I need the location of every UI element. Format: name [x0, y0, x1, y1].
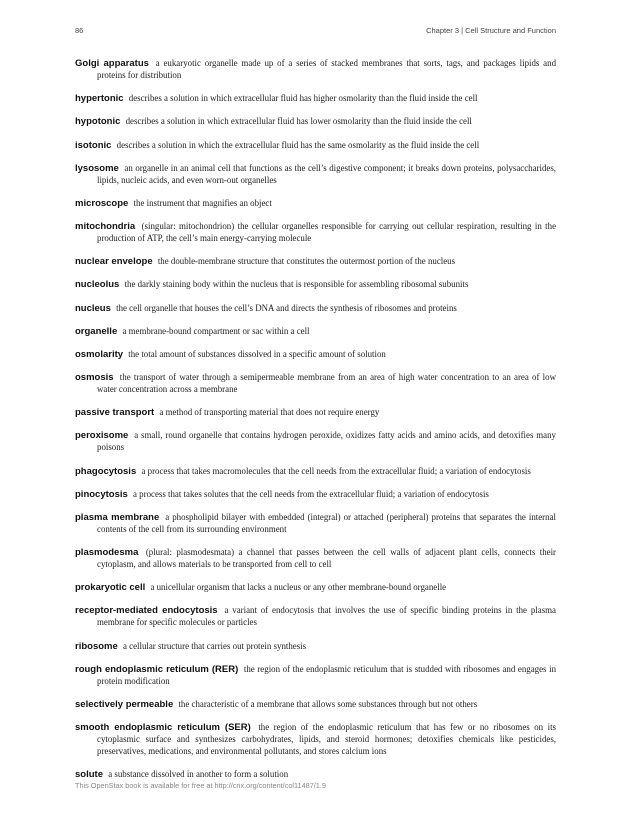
glossary-definition: a unicellular organism that lacks a nucleus or any other membrane-bound organelle [150, 582, 447, 593]
glossary-entry [75, 221, 556, 245]
glossary-definition: describes a solution in which extracellular fluid has higher osmolarity than the fluid inside the cell [128, 93, 478, 104]
glossary-definition: a process that takes macromolecules that the cell needs from the extracellular fluid; a variation of endocytosis [141, 465, 531, 476]
glossary-definition: a process that takes solutes that the cell needs from the extracellular fluid; a variation of endocytosis [133, 488, 489, 499]
glossary-definition: the characteristic of a membrane that allows some substances through but not others [178, 698, 478, 709]
glossary-term: peroxisome [75, 430, 129, 442]
glossary-term: rough endoplasmic reticulum (RER) [75, 663, 239, 675]
glossary-definition: a eukaryotic organelle made up of a series of stacked membranes that sorts, tags, and packages lipids and proteins for distribution [97, 58, 557, 80]
glossary-definition: the darkly staining body within the nucleus that is responsible for assembling ribosomal subunits [124, 279, 469, 290]
glossary-definition: describes a solution in which the extracellular fluid has the same osmolarity as the fluid inside the cell [116, 139, 480, 150]
glossary-definition: a method of transporting material that does not require energy [159, 407, 380, 418]
glossary-entry [75, 116, 556, 128]
glossary-term: hypertonic [75, 93, 124, 105]
glossary-definition: a cellular structure that carries out protein synthesis [122, 640, 307, 651]
glossary-entry [75, 407, 556, 419]
glossary-entry [75, 198, 556, 210]
glossary-term: nucleus [75, 302, 111, 314]
glossary-term: hypotonic [75, 116, 121, 128]
glossary-entry [75, 664, 556, 688]
glossary-definition: the transport of water through a semipermeable membrane from an area of high water concentration to an area of low water concentration across a membrane [97, 372, 556, 395]
glossary-term: microscope [75, 197, 129, 209]
glossary-term: Golgi apparatus [75, 58, 149, 69]
glossary-entry [75, 582, 556, 594]
glossary-definition: (plural: plasmodesmata) a channel that passes between the cell walls of adjacent plant cells, connects their cytoplasm, and allows materials to be transported from cell to cell [97, 547, 557, 569]
glossary-term: smooth endoplasmic reticulum (SER) [75, 722, 251, 734]
glossary-definition: a variant of endocytosis that involves the use of specific binding proteins in the plasma membrane for specific molecules or particles [97, 605, 556, 628]
page-number: 86 [75, 26, 84, 35]
glossary-term: prokaryotic cell [75, 582, 146, 594]
glossary-entry [75, 722, 556, 758]
glossary-entry [75, 140, 556, 152]
glossary-entry [75, 372, 556, 396]
glossary-entry [75, 256, 556, 268]
glossary-term: isotonic [75, 139, 112, 151]
glossary-term: mitochondria [75, 221, 136, 233]
glossary-entry [75, 93, 556, 105]
glossary-definition: a substance dissolved in another to form a solution [108, 769, 289, 780]
glossary-term: organelle [75, 325, 118, 337]
glossary-entry [75, 326, 556, 338]
glossary-term: osmosis [75, 372, 114, 384]
chapter-title: Chapter 3 | Cell Structure and Function [426, 26, 556, 35]
glossary-term: nuclear envelope [75, 256, 153, 268]
glossary-definition: the total amount of substances dissolved in a specific amount of solution [128, 348, 386, 359]
glossary-definition: the cell organelle that houses the cell’s DNA and directs the synthesis of ribosomes and proteins [116, 302, 457, 313]
glossary-definition: the instrument that magnifies an object [133, 197, 272, 208]
glossary-definition: a membrane-bound compartment or sac within a cell [122, 325, 310, 336]
glossary-term: receptor-mediated endocytosis [75, 605, 218, 617]
glossary-term: selectively permeable [75, 698, 174, 710]
footer-note: This OpenStax book is available for free at http://cnx.org/content/col11487/1.9 [75, 781, 326, 790]
glossary-definition: a small, round organelle that contains hydrogen peroxide, oxidizes fatty acids and amino acids, and detoxifies many poisons [97, 430, 556, 453]
glossary-term: lysosome [75, 162, 119, 174]
glossary-term: pinocytosis [75, 488, 128, 500]
glossary-entry [75, 58, 556, 82]
glossary-entry [75, 641, 556, 653]
glossary-entry [75, 349, 556, 361]
glossary-list [75, 58, 556, 792]
glossary-term: passive transport [75, 407, 155, 419]
glossary-definition: an organelle in an animal cell that functions as the cell’s digestive component; it breaks down proteins, polysaccharides, lipids, nucleic acids, and even worn-out organelles [97, 162, 557, 185]
glossary-entry [75, 163, 556, 187]
glossary-entry [75, 512, 556, 536]
glossary-definition: the double-membrane structure that constitutes the outermost portion of the nucleus [157, 256, 456, 267]
glossary-definition: the region of the endoplasmic reticulum that has few or no ribosomes on its cytoplasmic surface and synthesizes carbohydrates, lipids, and steroid hormones; detoxifies chemicals like pesticides, preservatives, medications, and environmental pollutants, and stores calcium ions [97, 722, 557, 756]
glossary-term: nucleolus [75, 279, 120, 291]
glossary-definition: the region of the endoplasmic reticulum that is studded with ribosomes and engages in protein modification [97, 663, 557, 686]
glossary-term: ribosome [75, 640, 118, 652]
glossary-term: osmolarity [75, 348, 124, 360]
glossary-term: solute [75, 769, 103, 781]
glossary-term: phagocytosis [75, 465, 137, 477]
glossary-entry [75, 547, 556, 571]
glossary-entry [75, 699, 556, 711]
glossary-term: plasmodesma [75, 547, 139, 559]
glossary-entry [75, 303, 556, 315]
glossary-definition: a phospholipid bilayer with embedded (integral) or attached (peripheral) proteins that separates the internal contents of the cell from its surrounding environment [97, 511, 556, 534]
glossary-entry [75, 279, 556, 291]
glossary-definition: describes a solution in which extracellular fluid has lower osmolarity than the fluid inside the cell [125, 116, 472, 127]
glossary-entry [75, 605, 556, 629]
glossary-entry [75, 430, 556, 454]
glossary-entry [75, 489, 556, 501]
glossary-term: plasma membrane [75, 511, 160, 523]
glossary-entry [75, 769, 556, 781]
glossary-definition: (singular: mitochondrion) the cellular organelles responsible for carrying out cellular respiration, resulting in the production of ATP, the cell’s main energy-carrying molecule [97, 221, 557, 243]
glossary-entry [75, 466, 556, 478]
